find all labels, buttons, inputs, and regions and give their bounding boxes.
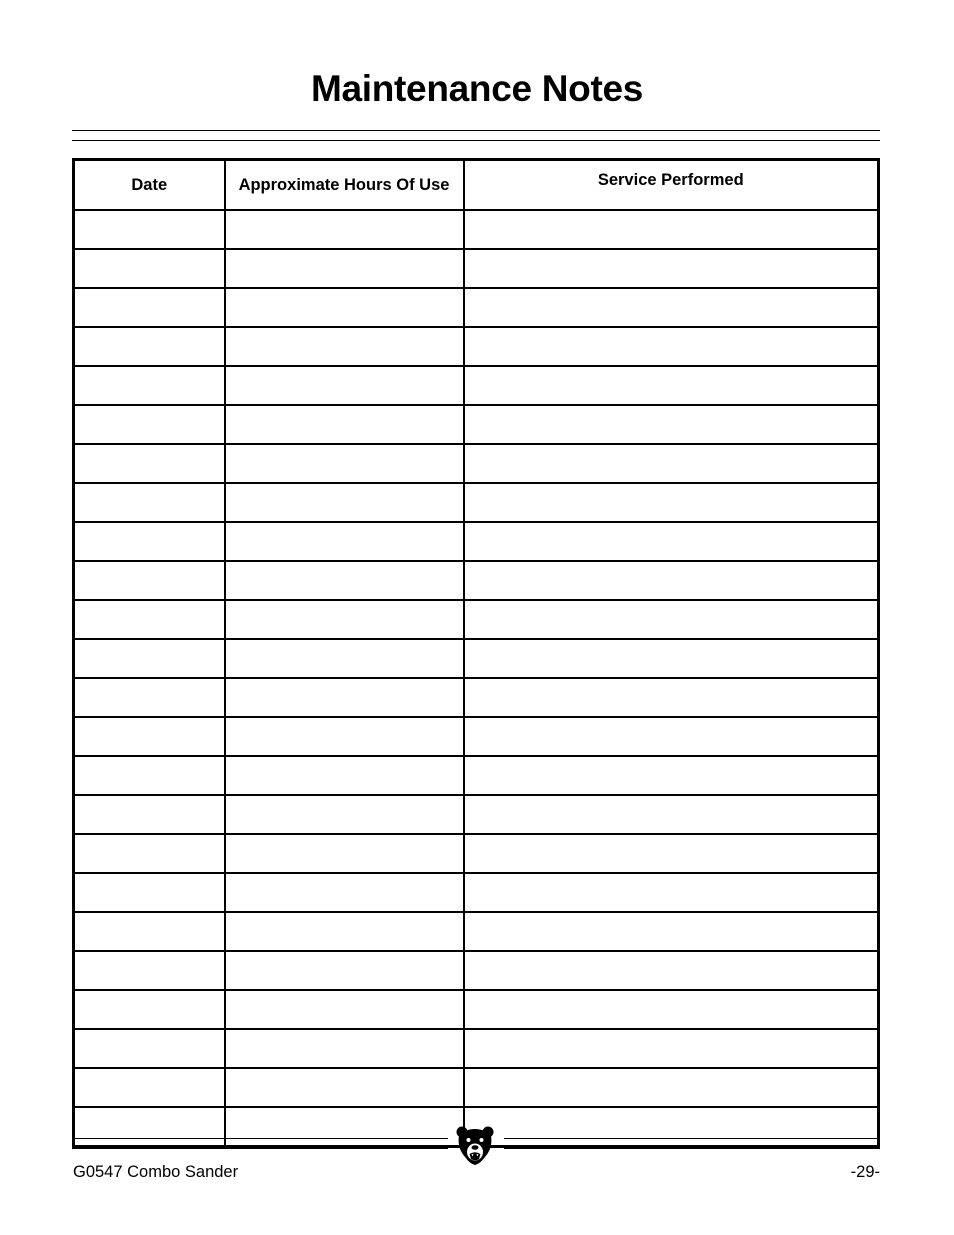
table-row <box>74 795 879 834</box>
service-cell[interactable] <box>464 912 879 951</box>
service-cell[interactable] <box>464 873 879 912</box>
table-row <box>74 210 879 249</box>
service-cell[interactable] <box>464 795 879 834</box>
date-cell[interactable] <box>74 366 225 405</box>
hours-cell[interactable] <box>225 210 464 249</box>
title-rule-top <box>72 130 880 131</box>
service-cell[interactable] <box>464 600 879 639</box>
hours-cell[interactable] <box>225 249 464 288</box>
hours-cell[interactable] <box>225 327 464 366</box>
table-row <box>74 600 879 639</box>
date-cell[interactable] <box>74 1029 225 1068</box>
date-cell[interactable] <box>74 873 225 912</box>
footer-rule-right-bottom <box>504 1148 880 1149</box>
table-row <box>74 483 879 522</box>
hours-cell[interactable] <box>225 717 464 756</box>
table-row <box>74 444 879 483</box>
table-row <box>74 1029 879 1068</box>
service-cell[interactable] <box>464 756 879 795</box>
service-cell[interactable] <box>464 951 879 990</box>
hours-cell[interactable] <box>225 561 464 600</box>
date-cell[interactable] <box>74 483 225 522</box>
date-cell[interactable] <box>74 639 225 678</box>
hours-cell[interactable] <box>225 834 464 873</box>
footer-rule-left-bottom <box>72 1148 448 1149</box>
table-row <box>74 561 879 600</box>
title-rule-bottom <box>72 140 880 141</box>
date-cell[interactable] <box>74 600 225 639</box>
date-cell[interactable] <box>74 951 225 990</box>
hours-cell[interactable] <box>225 912 464 951</box>
table-row <box>74 288 879 327</box>
service-cell[interactable] <box>464 1068 879 1107</box>
bear-head-icon <box>455 1124 495 1166</box>
table-row <box>74 639 879 678</box>
table-row <box>74 678 879 717</box>
hours-cell[interactable] <box>225 1107 464 1147</box>
footer-rule-left-top <box>72 1138 448 1139</box>
service-cell[interactable] <box>464 1029 879 1068</box>
date-cell[interactable] <box>74 1107 225 1147</box>
hours-cell[interactable] <box>225 483 464 522</box>
table-header-row <box>74 160 879 211</box>
hours-cell[interactable] <box>225 639 464 678</box>
table-row <box>74 873 879 912</box>
service-column-header: Service Performed <box>464 160 879 211</box>
hours-cell[interactable] <box>225 405 464 444</box>
service-cell[interactable] <box>464 990 879 1029</box>
service-cell[interactable] <box>464 834 879 873</box>
table-row <box>74 756 879 795</box>
footer-model-name: G0547 Combo Sander <box>73 1163 239 1181</box>
maintenance-log-table <box>72 158 880 1148</box>
table-row <box>74 717 879 756</box>
hours-cell[interactable] <box>225 600 464 639</box>
table-row <box>74 522 879 561</box>
date-cell[interactable] <box>74 795 225 834</box>
date-cell[interactable] <box>74 210 225 249</box>
date-cell[interactable] <box>74 717 225 756</box>
table-row <box>74 951 879 990</box>
table-row <box>74 1068 879 1107</box>
date-cell[interactable] <box>74 444 225 483</box>
hours-cell[interactable] <box>225 1029 464 1068</box>
hours-cell[interactable] <box>225 288 464 327</box>
footer-rule-right-top <box>504 1138 880 1139</box>
date-cell[interactable] <box>74 912 225 951</box>
hours-cell[interactable] <box>225 522 464 561</box>
service-cell[interactable] <box>464 327 879 366</box>
footer-page-number: -29- <box>850 1163 880 1181</box>
date-cell[interactable] <box>74 678 225 717</box>
table-row <box>74 405 879 444</box>
date-cell[interactable] <box>74 327 225 366</box>
hours-cell[interactable] <box>225 366 464 405</box>
date-cell[interactable] <box>74 405 225 444</box>
table-row <box>74 990 879 1029</box>
date-cell[interactable] <box>74 834 225 873</box>
hours-cell[interactable] <box>225 1068 464 1107</box>
table-row <box>74 327 879 366</box>
hours-cell[interactable] <box>225 951 464 990</box>
page-title: Maintenance Notes <box>310 68 644 109</box>
service-cell[interactable] <box>464 405 879 444</box>
table-row <box>74 366 879 405</box>
service-cell[interactable] <box>464 366 879 405</box>
hours-cell[interactable] <box>225 873 464 912</box>
service-cell[interactable] <box>464 522 879 561</box>
date-cell[interactable] <box>74 1068 225 1107</box>
table-row <box>74 834 879 873</box>
date-cell[interactable] <box>74 561 225 600</box>
hours-cell[interactable] <box>225 444 464 483</box>
date-cell[interactable] <box>74 990 225 1029</box>
service-cell[interactable] <box>464 444 879 483</box>
service-cell[interactable] <box>464 1107 879 1147</box>
hours-cell[interactable] <box>225 678 464 717</box>
service-cell[interactable] <box>464 717 879 756</box>
service-cell[interactable] <box>464 483 879 522</box>
service-cell[interactable] <box>464 639 879 678</box>
hours-column-header: Approximate Hours Of Use <box>225 160 464 211</box>
table-row <box>74 249 879 288</box>
service-cell[interactable] <box>464 210 879 249</box>
service-cell[interactable] <box>464 561 879 600</box>
service-cell[interactable] <box>464 249 879 288</box>
table-row <box>74 912 879 951</box>
date-cell[interactable] <box>74 756 225 795</box>
table-body <box>74 210 879 1147</box>
hours-cell[interactable] <box>225 990 464 1029</box>
date-cell[interactable] <box>74 288 225 327</box>
service-cell[interactable] <box>464 678 879 717</box>
hours-cell[interactable] <box>225 795 464 834</box>
date-cell[interactable] <box>74 522 225 561</box>
date-column-header: Date <box>74 160 225 211</box>
hours-cell[interactable] <box>225 756 464 795</box>
service-cell[interactable] <box>464 288 879 327</box>
date-cell[interactable] <box>74 249 225 288</box>
